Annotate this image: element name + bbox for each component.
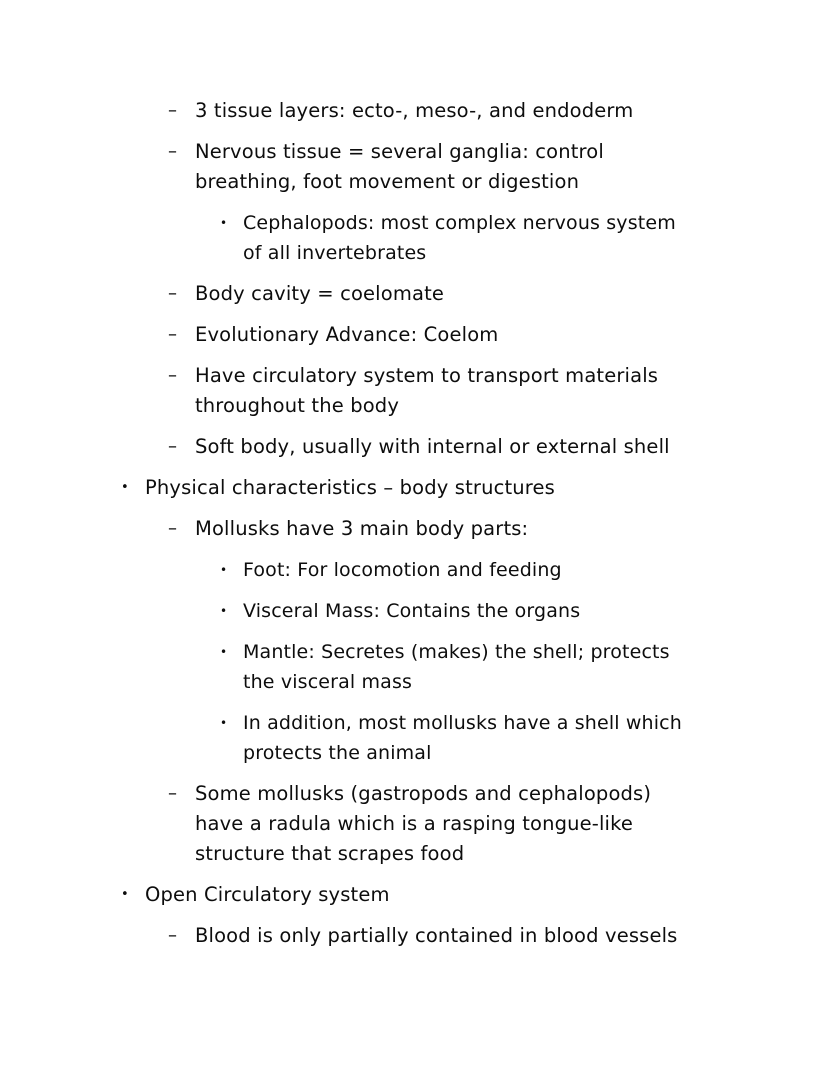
outline-item-text: 3 tissue layers: ecto-, meso-, and endoderm <box>195 99 634 122</box>
outline-item-text: Evolutionary Advance: Coelom <box>195 323 499 346</box>
dash-marker-icon: – <box>168 436 178 457</box>
outline-item-text: Open Circulatory system <box>145 883 390 906</box>
outline-item-text: Body cavity = coelomate <box>195 282 445 305</box>
outline-item-level-3 <box>0 596 828 626</box>
bullet-marker-icon: • <box>121 887 129 902</box>
outline-item-level-2 <box>0 514 828 544</box>
outline-item-text: In addition, most mollusks have a shell which protects the animal <box>243 712 689 764</box>
dash-marker-icon: – <box>168 365 178 386</box>
outline-item-text: Foot: For locomotion and feeding <box>243 559 562 581</box>
dash-marker-icon: – <box>168 100 178 121</box>
outline-item-text: Cephalopods: most complex nervous system of all invertebrates <box>243 212 683 264</box>
outline-item-level-3 <box>0 637 828 697</box>
outline-item-text: Nervous tissue = several ganglia: control breathing, foot movement or digestion <box>195 140 611 193</box>
outline-item-level-1 <box>0 880 828 910</box>
outline-item-level-2 <box>0 779 828 869</box>
outline-item-text: Mollusks have 3 main body parts: <box>195 517 529 540</box>
dash-marker-icon: – <box>168 783 178 804</box>
bullet-marker-icon: • <box>220 716 228 730</box>
outline-item-level-2 <box>0 921 828 951</box>
outline-item-text: Soft body, usually with internal or external shell <box>195 435 670 458</box>
bullet-marker-icon: • <box>220 563 228 577</box>
outline-item-text: Physical characteristics – body structures <box>145 476 555 499</box>
outline-item-level-2 <box>0 137 828 197</box>
outline-item-level-2 <box>0 279 828 309</box>
bullet-marker-icon: • <box>220 604 228 618</box>
outline-item-text: Blood is only partially contained in blood vessels <box>195 924 678 947</box>
outline-item-text: Have circulatory system to transport materials throughout the body <box>195 364 665 417</box>
bullet-marker-icon: • <box>220 645 228 659</box>
outline-item-level-2 <box>0 361 828 421</box>
bullet-marker-icon: • <box>220 216 228 230</box>
outline-item-level-3 <box>0 708 828 768</box>
outline-item-text: Mantle: Secretes (makes) the shell; protects the visceral mass <box>243 641 676 693</box>
bullet-marker-icon: • <box>121 480 129 495</box>
outline-item-text: Some mollusks (gastropods and cephalopods) have a radula which is a rasping tongue-like structure that scrapes food <box>195 782 664 865</box>
dash-marker-icon: – <box>168 324 178 345</box>
dash-marker-icon: – <box>168 925 178 946</box>
outline-item-text: Visceral Mass: Contains the organs <box>243 600 581 622</box>
outline-item-level-2 <box>0 432 828 462</box>
dash-marker-icon: – <box>168 283 178 304</box>
outline-item-level-2 <box>0 96 828 126</box>
outline-item-level-3 <box>0 555 828 585</box>
outline-item-level-2 <box>0 320 828 350</box>
outline-item-level-1 <box>0 473 828 503</box>
outline-list <box>0 96 828 962</box>
dash-marker-icon: – <box>168 518 178 539</box>
dash-marker-icon: – <box>168 141 178 162</box>
outline-item-level-3 <box>0 208 828 268</box>
